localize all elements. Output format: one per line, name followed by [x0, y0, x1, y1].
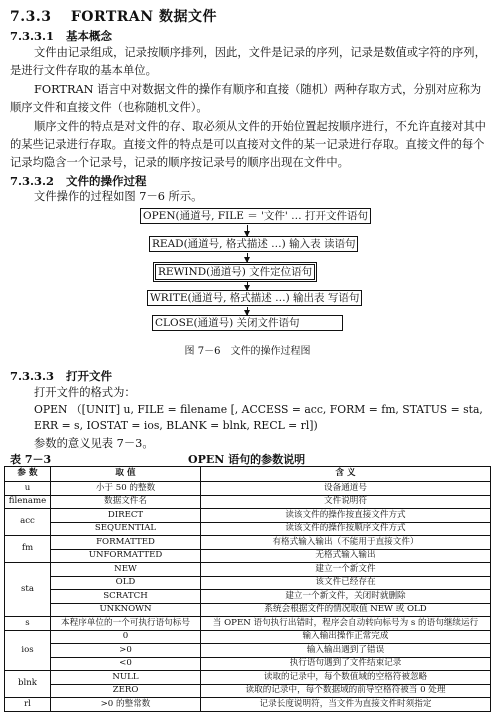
value-cell: DIRECT: [51, 509, 201, 523]
table-row: [5, 590, 491, 604]
table-row: [5, 671, 491, 685]
subsection-heading-2: [10, 173, 147, 189]
figure-caption: 图 7－6 文件的操作过程图: [184, 346, 311, 357]
value-cell: FORMATTED: [51, 536, 201, 550]
value-cell: UNKNOWN: [51, 603, 201, 617]
value-cell: ZERO: [51, 684, 201, 698]
meaning-cell: 设备通道号: [201, 482, 491, 496]
column-header: 参 数: [5, 467, 51, 482]
table-label: 表 7－3: [10, 453, 52, 466]
table-row: [5, 630, 491, 644]
meaning-cell: 当 OPEN 语句执行出错时，程序会自动转向标号为 s 的语句继续运行: [201, 617, 491, 631]
flow-arrow: [247, 253, 248, 262]
table-row: [5, 495, 491, 509]
param-cell: s: [5, 617, 51, 631]
paragraph: FORTRAN 语言中对数据文件的操作有顺序和直接（随机）两种存取方式，分别对应称为顺序文件和直接文件（也称随机文件）。: [10, 83, 482, 114]
meaning-cell: 输入输出遇到了错误: [201, 644, 491, 658]
parameter-table: [4, 466, 491, 712]
subsection-heading-3: [10, 368, 112, 384]
value-cell: NULL: [51, 671, 201, 685]
param-cell: sta: [5, 563, 51, 617]
table-row: [5, 644, 491, 658]
value-cell: <0: [51, 657, 201, 671]
code-line: ERR = s, IOSTAT = ios, BLANK = blnk, RECL = rl]): [34, 419, 318, 432]
meaning-cell: 文件说明符: [201, 495, 491, 509]
table-title: OPEN 语句的参数说明: [188, 453, 306, 466]
value-cell: OLD: [51, 576, 201, 590]
section-number: 7.3.3: [10, 9, 52, 25]
column-header: 含 义: [201, 467, 491, 482]
table-row: [5, 482, 491, 496]
param-cell: u: [5, 482, 51, 496]
value-cell: UNFORMATTED: [51, 549, 201, 563]
value-cell: 本程序单位的一个可执行语句标号: [51, 617, 201, 631]
meaning-cell: 建立一个新文件，关闭时就删除: [201, 590, 491, 604]
flow-step-close: CLOSE(通道号) 关闭文件语句: [152, 315, 343, 331]
flow-arrow: [247, 281, 248, 290]
code-line: OPEN （[UNIT] u, FILE = filename [, ACCESS = acc, FORM = fm, STATUS = sta,: [34, 403, 483, 416]
table-row: [5, 509, 491, 523]
flow-step-write: WRITE(通道号, 格式描述 …) 输出表 写语句: [147, 290, 362, 306]
value-cell: SEQUENTIAL: [51, 522, 201, 536]
table-header-row: [5, 467, 491, 482]
value-cell: >0: [51, 644, 201, 658]
table-row: [5, 684, 491, 698]
meaning-cell: 读该文件的操作按直接文件方式: [201, 509, 491, 523]
flow-step-open: OPEN(通道号, FILE ＝ '文件' … 打开文件语句: [140, 208, 371, 224]
paragraph: 顺序文件的特点是对文件的存、取必须从文件的开始位置起按顺序进行，不允许直接对其中的某些记录进行存取。直接文件的特点是可以直接对文件的某一记录进行存取。直接文件的每个记录均隐含一个记录号，记录的顺序按记录号的顺序出现在文件中。: [10, 120, 486, 169]
subsection-number: 7.3.3.2: [10, 174, 55, 188]
meaning-cell: 无格式输入输出: [201, 549, 491, 563]
table-row: [5, 698, 491, 712]
paragraph: 参数的意义见表 7－3。: [34, 437, 154, 450]
param-cell: rl: [5, 698, 51, 712]
value-cell: SCRATCH: [51, 590, 201, 604]
meaning-cell: 输入输出操作正常完成: [201, 630, 491, 644]
table-row: [5, 536, 491, 550]
meaning-cell: 读取的记录中，每个数据域的前导空格符被当 0 处理: [201, 684, 491, 698]
value-cell: >0 的整常数: [51, 698, 201, 712]
meaning-cell: 读取的记录中，每个数值域的空格符被忽略: [201, 671, 491, 685]
flowchart: [0, 205, 495, 335]
column-header: 取 值: [51, 467, 201, 482]
paragraph: 文件由记录组成，记录按顺序排列，因此，文件是记录的序列，记录是数值或字符的序列，是进行文件存取的基本单位。: [10, 46, 486, 77]
table-row: [5, 576, 491, 590]
subsection-title: 文件的操作过程: [66, 174, 147, 188]
section-title: FORTRAN 数据文件: [70, 9, 217, 25]
meaning-cell: 系统会根据文件的情况取值 NEW 或 OLD: [201, 603, 491, 617]
value-cell: 数据文件名: [51, 495, 201, 509]
param-cell: acc: [5, 509, 51, 536]
meaning-cell: 执行语句遇到了文件结束记录: [201, 657, 491, 671]
paragraph: 打开文件的格式为：: [34, 386, 136, 399]
meaning-cell: 该文件已经存在: [201, 576, 491, 590]
value-cell: 小于 50 的整数: [51, 482, 201, 496]
flow-step-read: READ(通道号, 格式描述 …) 输入表 读语句: [149, 236, 358, 252]
param-cell: blnk: [5, 671, 51, 698]
flow-arrow: [247, 225, 248, 236]
table-row: [5, 563, 491, 577]
flow-arrow: [247, 307, 248, 315]
subsection-title: 打开文件: [66, 369, 113, 383]
subsection-heading-1: [10, 28, 112, 44]
param-cell: filename: [5, 495, 51, 509]
section-heading: [10, 6, 217, 26]
meaning-cell: 记录长度说明符，当文件为直接文件时须指定: [201, 698, 491, 712]
value-cell: NEW: [51, 563, 201, 577]
meaning-cell: 有格式输入输出（不能用于直接文件）: [201, 536, 491, 550]
param-cell: fm: [5, 536, 51, 563]
subsection-number: 7.3.3.1: [10, 29, 55, 43]
meaning-cell: 读该文件的操作按顺序文件方式: [201, 522, 491, 536]
paragraph: 文件操作的过程如图 7－6 所示。: [34, 190, 203, 203]
table-row: [5, 657, 491, 671]
meaning-cell: 建立一个新文件: [201, 563, 491, 577]
table-row: [5, 603, 491, 617]
flow-step-rewind: REWIND(通道号) 文件定位语句: [153, 262, 317, 282]
value-cell: 0: [51, 630, 201, 644]
subsection-number: 7.3.3.3: [10, 369, 55, 383]
param-cell: ios: [5, 630, 51, 671]
table-row: [5, 549, 491, 563]
table-row: [5, 522, 491, 536]
table-row: [5, 617, 491, 631]
subsection-title: 基本概念: [66, 29, 113, 43]
